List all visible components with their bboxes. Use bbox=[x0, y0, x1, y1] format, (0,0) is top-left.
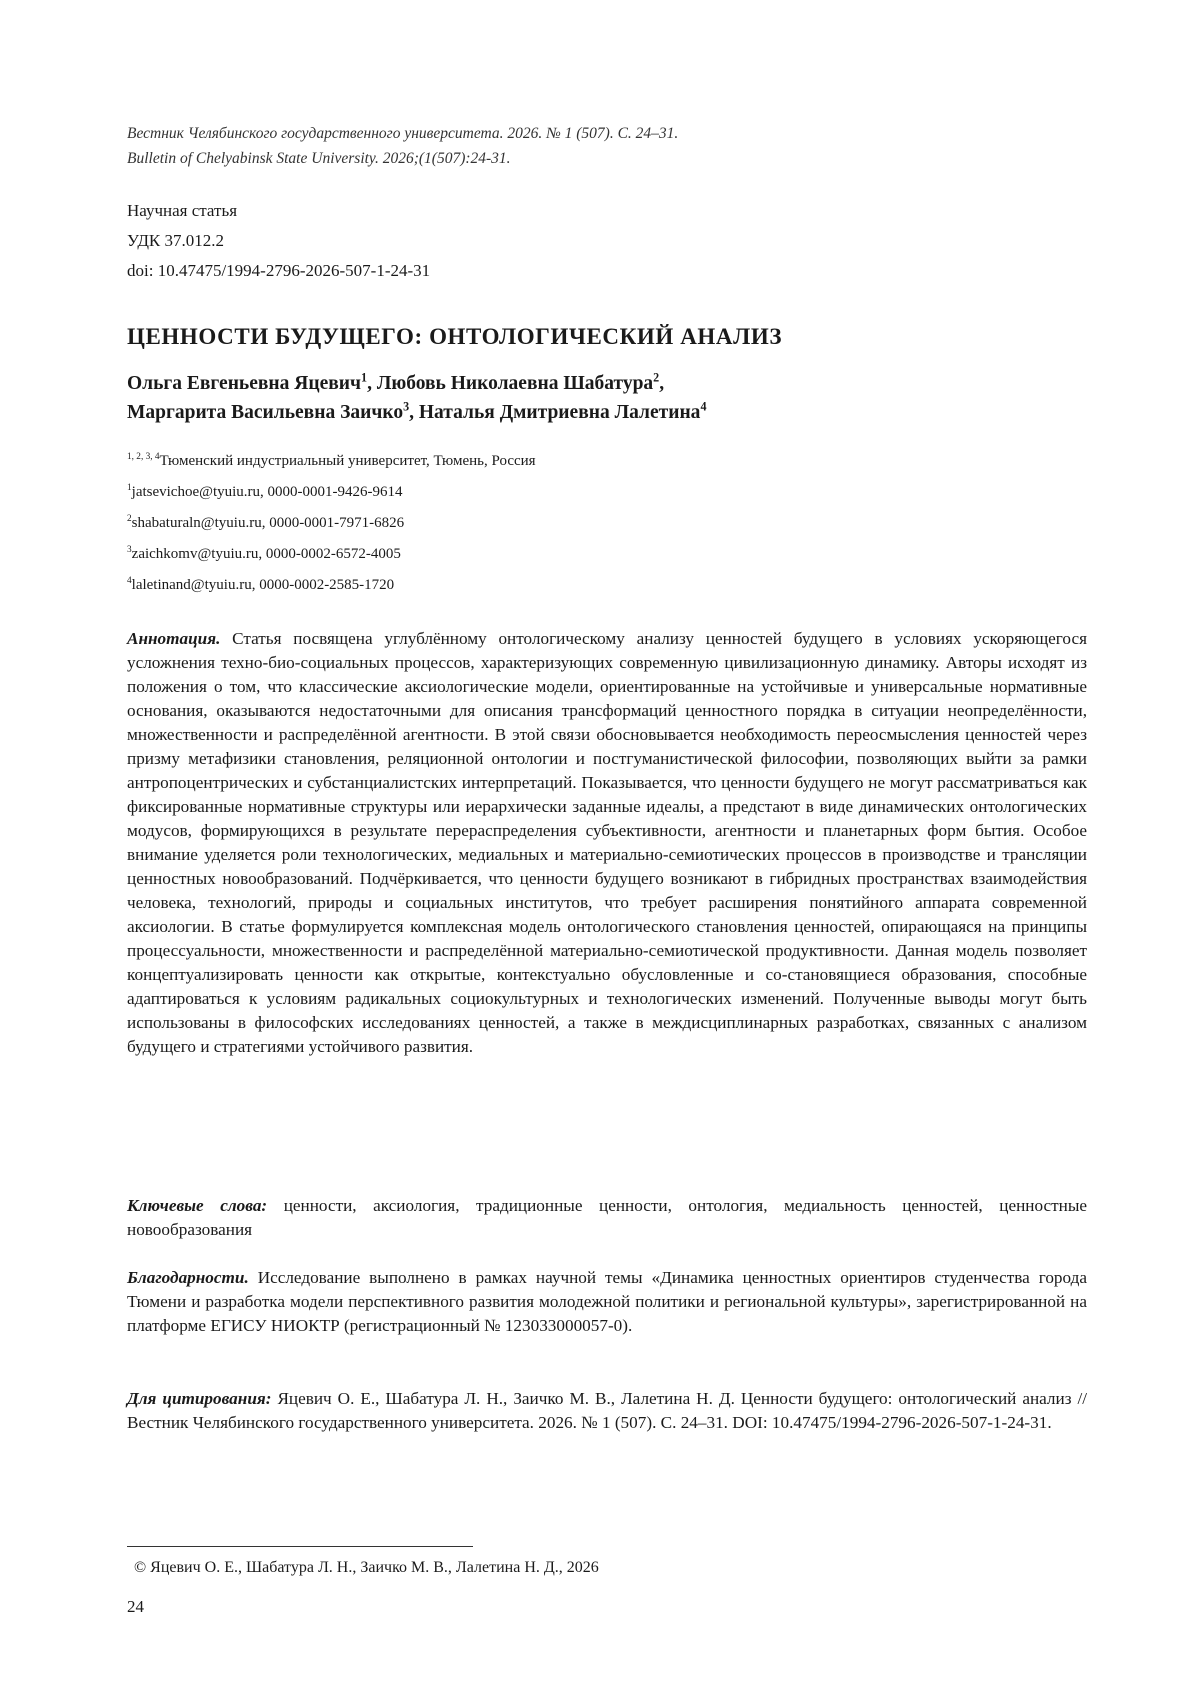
authors bbox=[127, 369, 706, 427]
author-name: Наталья Дмитриевна Лалетина bbox=[418, 402, 701, 423]
copyright-footnote: © Яцевич О. Е., Шабатура Л. Н., Заичко М. В., Лалетина Н. Д., 2026 bbox=[134, 1559, 599, 1576]
keywords bbox=[127, 1194, 1087, 1242]
contact-line bbox=[127, 539, 536, 570]
authors-line-1 bbox=[127, 369, 706, 398]
abstract-text: Статья посвящена углублённому онтологическому анализу ценностей будущего в условиях ускоряющегося усложнения техно-био-социальных процессов, характеризующих современную цивилизационную динамику. Авторы исходят из положения о том, что классические аксиологические модели, ориентированные на устойчивые и универсальные нормативные основания, оказываются недостаточными для описания трансформаций ценностного порядка в ситуации неопределённости, множественности и распределённой агентности. В этой связи обосновывается необходимость переосмысления ценностей через призму метафизики становления, реляционной онтологии и постгуманистической философии, позволяющих выйти за рамки антропоцентрических и субстанциалистских интерпретаций. Показывается, что ценности будущего не могут рассматриваться как фиксированные нормативные структуры или иерархически заданные идеалы, а предстают в виде динамических онтологических модусов, формирующихся в результате перераспределения субъективности, агентности и планетарных форм бытия. Особое внимание уделяется роли технологических, медиальных и материально-семиотических процессов в производстве и трансляции ценностных новообразований. Подчёркивается, что ценности будущего возникают в гибридных пространствах взаимодействия человека, технологий, природы и социальных институтов, что требует расширения понятийного аппарата современной аксиологии. В статье формулируется комплексная модель онтологического становления ценностей, опирающаяся на принципы процессуальности, множественности и распределённой материально-семиотической продуктивности. Данная модель позволяет концептуализировать ценности как открытые, контекстуально обусловленные и со-становящиеся образования, способные адаптироваться к условиям радикальных социокультурных и технологических изменений. Полученные выводы могут быть использованы в философских исследованиях ценностей, а также в междисциплинарных разработках, связанных с анализом будущего и стратегиями устойчивого развития. bbox=[127, 629, 1087, 1056]
abstract bbox=[127, 627, 1087, 1059]
affiliations bbox=[127, 446, 536, 601]
footnote-divider bbox=[127, 1546, 473, 1547]
contact-text: zaichkomv@tyuiu.ru, 0000-0002-6572-4005 bbox=[131, 546, 401, 562]
affiliation-line bbox=[127, 446, 536, 477]
author-sep: , bbox=[659, 373, 665, 394]
acknowledgments-label: Благодарности. bbox=[127, 1268, 249, 1287]
citation bbox=[127, 1387, 1087, 1435]
author-sep: , bbox=[367, 373, 377, 394]
journal-line-en: Bulletin of Chelyabinsk State University. 2026;(1(507):24-31. bbox=[127, 150, 511, 167]
author-name: Любовь Николаевна Шабатура bbox=[376, 373, 654, 394]
article-title: ЦЕННОСТИ БУДУЩЕГО: ОНТОЛОГИЧЕСКИЙ АНАЛИЗ bbox=[127, 324, 783, 349]
udc-code: УДК 37.012.2 bbox=[127, 231, 225, 250]
contact-text: jatsevichoe@tyuiu.ru, 0000-0001-9426-9614 bbox=[131, 484, 403, 500]
article-meta bbox=[127, 196, 430, 286]
author-sup: 2 bbox=[653, 370, 660, 385]
affiliation-text: Тюменский индустриальный университет, Тюмень, Россия bbox=[159, 453, 536, 469]
citation-label: Для цитирования: bbox=[127, 1389, 272, 1408]
contact-text: shabaturaln@tyuiu.ru, 0000-0001-7971-6826 bbox=[131, 515, 405, 531]
author-name: Ольга Евгеньевна Яцевич bbox=[127, 373, 362, 394]
abstract-label: Аннотация. bbox=[127, 629, 221, 648]
affiliation-sup: 1, 2, 3, 4 bbox=[127, 452, 160, 462]
contact-sup: 4 bbox=[127, 576, 132, 586]
contact-line bbox=[127, 570, 536, 601]
author-sup: 1 bbox=[361, 370, 368, 385]
author-sup: 4 bbox=[700, 399, 707, 414]
contact-sup: 3 bbox=[127, 545, 132, 555]
keywords-label: Ключевые слова: bbox=[127, 1196, 268, 1215]
contact-line bbox=[127, 508, 536, 539]
acknowledgments bbox=[127, 1266, 1087, 1338]
citation-text: Яцевич О. Е., Шабатура Л. Н., Заичко М. В., Лалетина Н. Д. Ценности будущего: онтологический анализ // Вестник Челябинского государственного университета. 2026. № 1 (507). С. 24–31. DOI: 10.47475/1994-2796-2026-507-1-24-31. bbox=[127, 1389, 1088, 1432]
contact-sup: 1 bbox=[127, 483, 132, 493]
article-type: Научная статья bbox=[127, 201, 238, 220]
keywords-text: ценности, аксиология, традиционные ценности, онтология, медиальность ценностей, ценностные новообразования bbox=[127, 1196, 1088, 1239]
author-sup: 3 bbox=[403, 399, 410, 414]
author-sep: , bbox=[409, 402, 419, 423]
contact-sup: 2 bbox=[127, 514, 132, 524]
contact-line bbox=[127, 477, 536, 508]
author-name: Маргарита Васильевна Заичко bbox=[127, 402, 404, 423]
doi: doi: 10.47475/1994-2796-2026-507-1-24-31 bbox=[127, 261, 431, 280]
page-number: 24 bbox=[127, 1597, 144, 1616]
journal-header bbox=[127, 121, 678, 171]
contact-text: laletinand@tyuiu.ru, 0000-0002-2585-1720 bbox=[131, 577, 395, 593]
authors-line-2 bbox=[127, 398, 706, 427]
journal-line-ru: Вестник Челябинского государственного университета. 2026. № 1 (507). С. 24–31. bbox=[127, 125, 679, 142]
acknowledgments-text: Исследование выполнено в рамках научной темы «Динамика ценностных ориентиров студенчества города Тюмени и разработка модели перспективного развития молодежной политики и региональной культуры», зарегистрированной на платформе ЕГИСУ НИОКТР (регистрационный № 123033000057-0). bbox=[127, 1268, 1087, 1335]
